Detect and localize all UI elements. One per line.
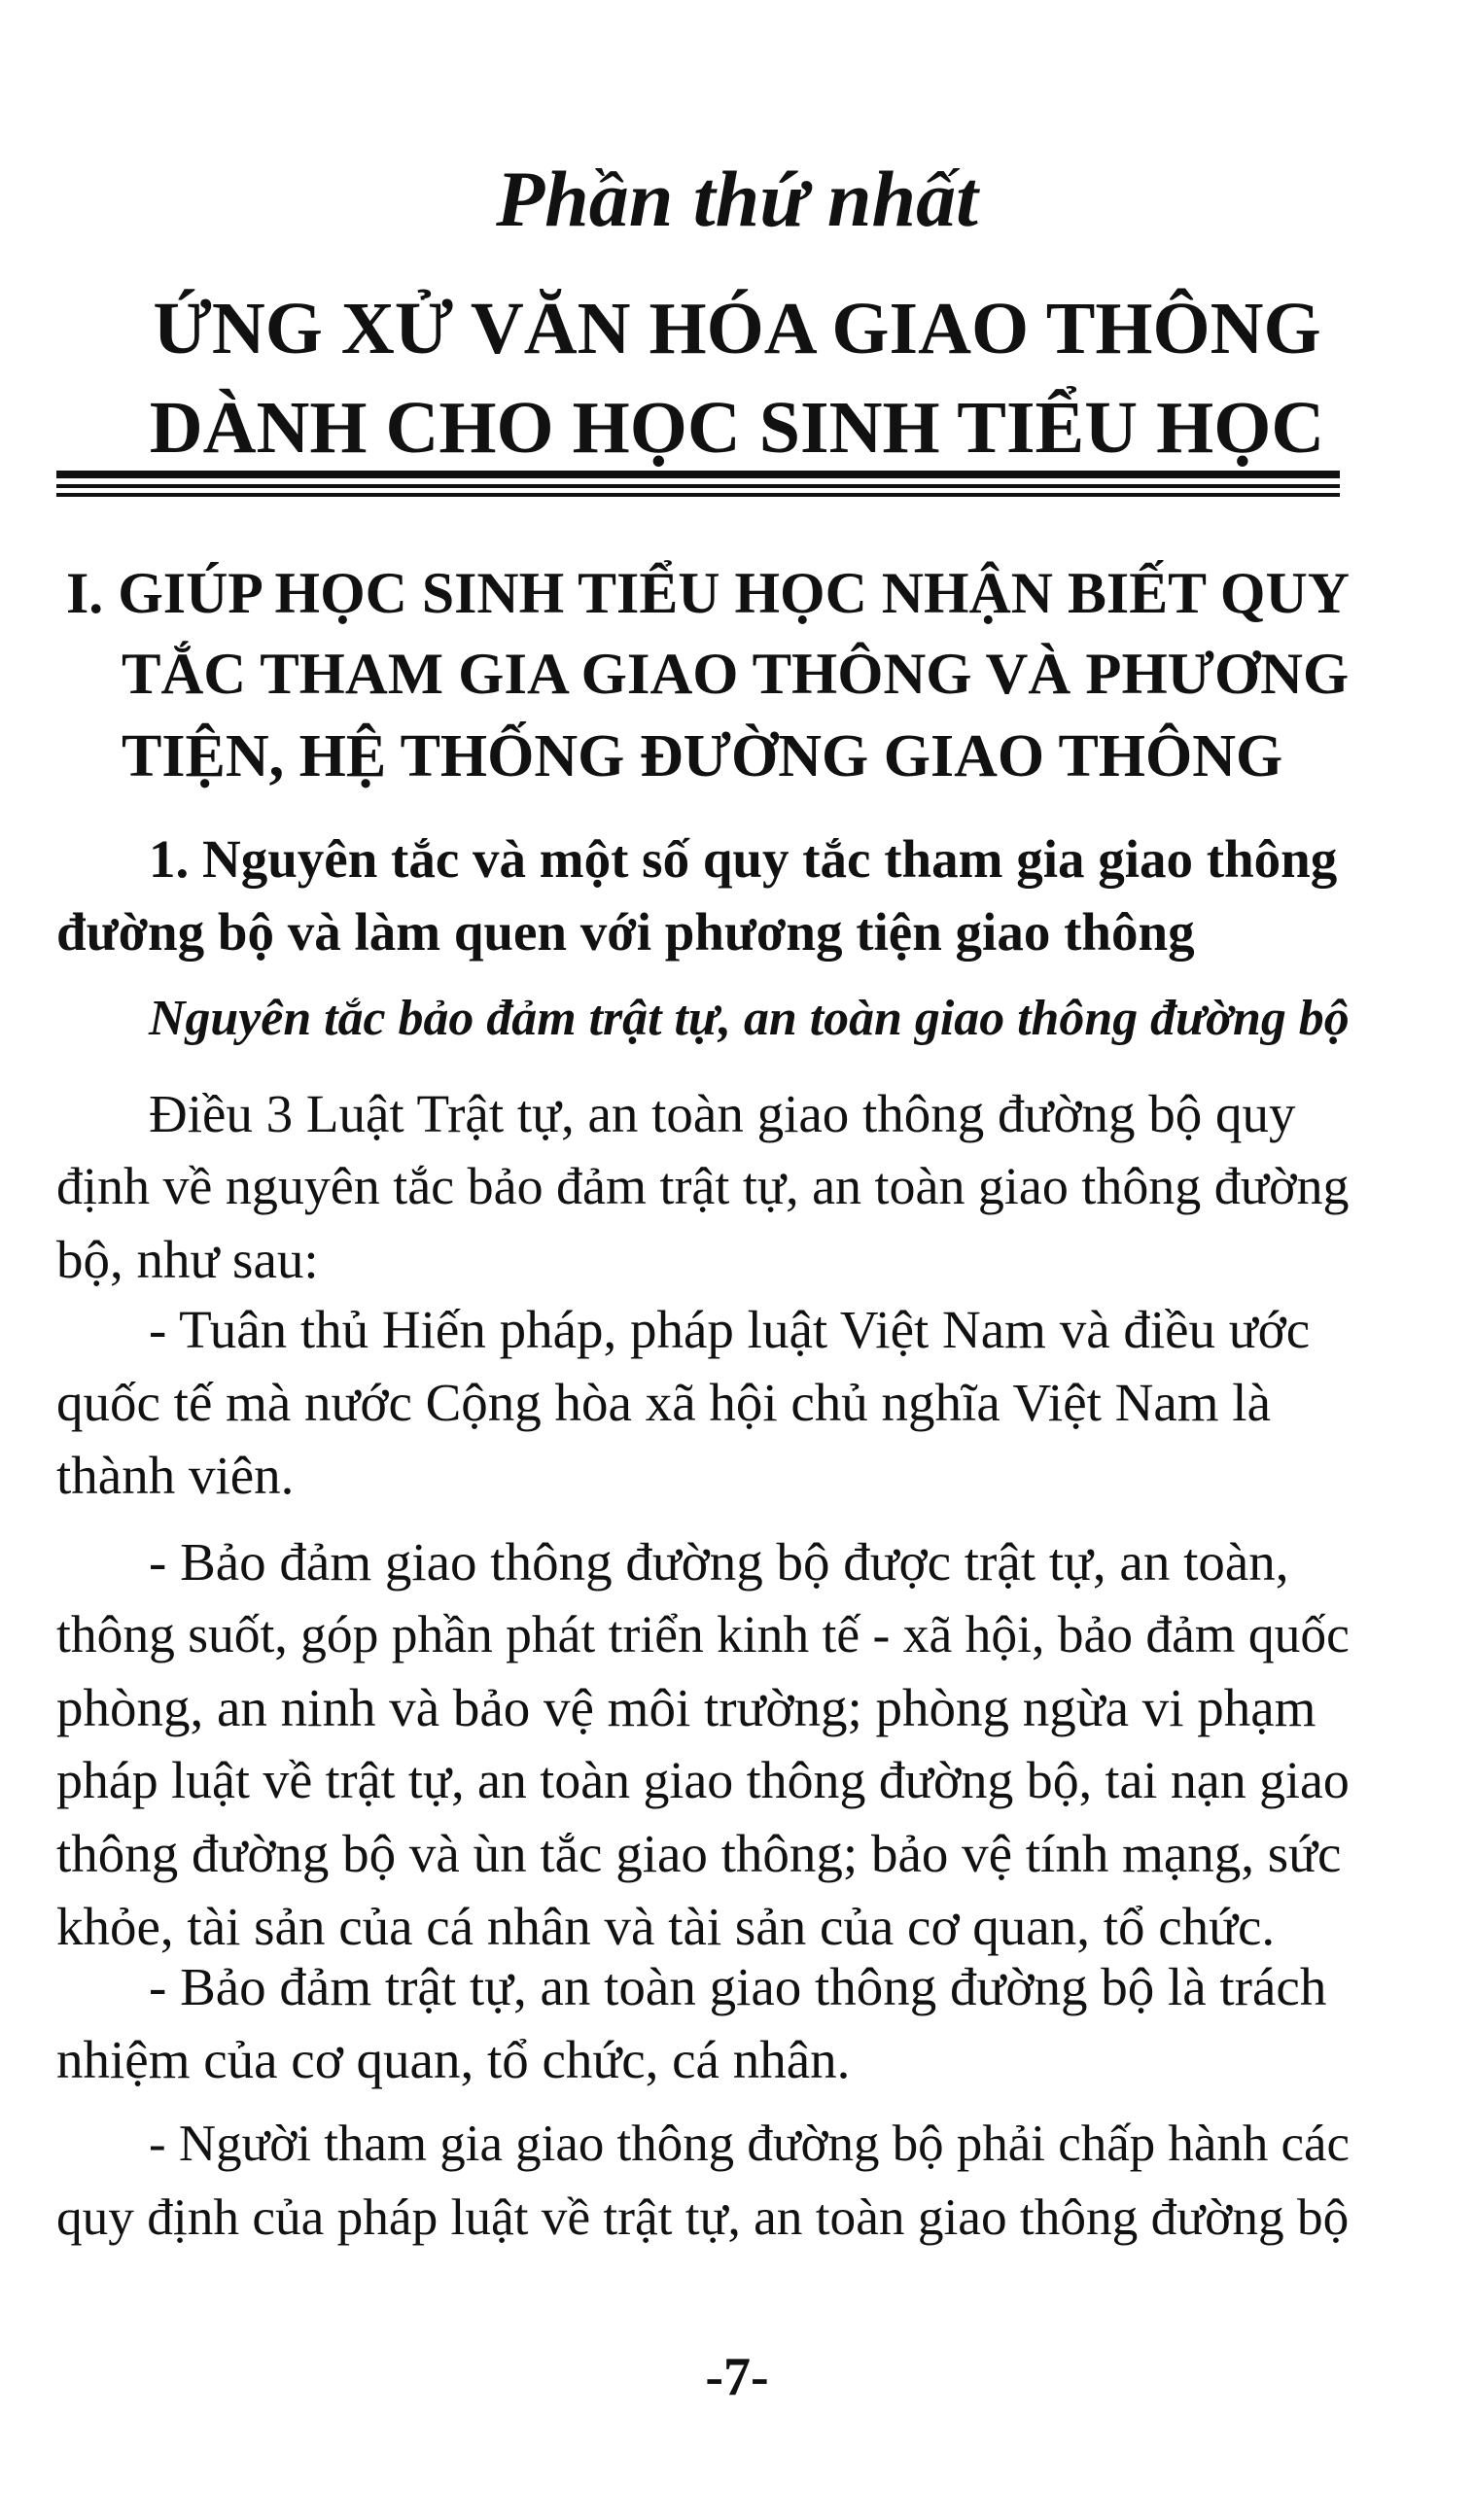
paragraph-line: pháp luật về trật tự, an toàn giao thông đường bộ, tai nạn giao [56, 1751, 1350, 1809]
sub-sub-heading-line: Nguyên tắc bảo đảm trật tự, an toàn giao thông đường bộ [149, 991, 1350, 1046]
paragraph-line: thông đường bộ và ùn tắc giao thông; bảo vệ tính mạng, sức [56, 1824, 1342, 1883]
title-underline-thick [56, 471, 1340, 478]
main-title-line-1: ỨNG XỬ VĂN HÓA GIAO THÔNG [153, 288, 1321, 369]
paragraph-line: Điều 3 Luật Trật tự, an toàn giao thông đường bộ quy [149, 1084, 1296, 1143]
paragraph-line: - Người tham gia giao thông đường bộ phải chấp hành các [149, 2116, 1351, 2172]
paragraph-line: khỏe, tài sản của cá nhân và tài sản của cơ quan, tổ chức. [56, 1897, 1276, 1956]
paragraph-line: quốc tế mà nước Cộng hòa xã hội chủ nghĩa Việt Nam là [56, 1373, 1271, 1432]
section-heading-line: I. GIÚP HỌC SINH TIỂU HỌC NHẬN BIẾT QUY [66, 561, 1350, 625]
paragraph [56, 1077, 1350, 1296]
main-title-line-2: DÀNH CHO HỌC SINH TIỂU HỌC [149, 387, 1325, 469]
title-underline-thin [56, 484, 1340, 488]
paragraph-line: định về nguyên tắc bảo đảm trật tự, an toàn giao thông đường [56, 1157, 1350, 1215]
paragraph-line: quy định của pháp luật về trật tự, an toàn giao thông đường bộ [56, 2188, 1350, 2246]
paragraph-line: thành viên. [56, 1446, 295, 1505]
sub-heading [56, 822, 1350, 968]
section-heading-line: TẮC THAM GIA GIAO THÔNG VÀ PHƯƠNG [122, 642, 1350, 707]
section-heading-line: TIỆN, HỆ THỐNG ĐƯỜNG GIAO THÔNG [122, 723, 1283, 789]
paragraph [56, 1950, 1350, 2096]
title-underline-thin-2 [56, 493, 1340, 497]
paragraph-line: nhiệm của cơ quan, tổ chức, cá nhân. [56, 2030, 851, 2089]
page-number: -7- [705, 2347, 769, 2407]
part-title: Phần thứ nhất [496, 155, 978, 243]
paragraph-line: thông suốt, góp phần phát triển kinh tế - xã hội, bảo đảm quốc [56, 1605, 1350, 1663]
paragraph-line: - Bảo đảm trật tự, an toàn giao thông đường bộ là trách [149, 1957, 1327, 2016]
paragraph [56, 2108, 1350, 2254]
paragraph [56, 1293, 1350, 1512]
paragraph [56, 1525, 1350, 1963]
paragraph-line: - Tuân thủ Hiến pháp, pháp luật Việt Nam và điều ước [149, 1300, 1311, 1359]
paragraph-line: phòng, an ninh và bảo vệ môi trường; phòng ngừa vi phạm [56, 1678, 1316, 1737]
paragraph-line: - Bảo đảm giao thông đường bộ được trật tự, an toàn, [149, 1532, 1289, 1592]
sub-heading-line: 1. Nguyên tắc và một số quy tắc tham gia giao thông [149, 829, 1338, 889]
sub-heading-line: đường bộ và làm quen với phương tiện giao thông [56, 902, 1195, 962]
section-heading [66, 552, 1350, 797]
paragraph-line: bộ, như sau: [56, 1230, 319, 1289]
sub-sub-heading [56, 982, 1350, 1055]
